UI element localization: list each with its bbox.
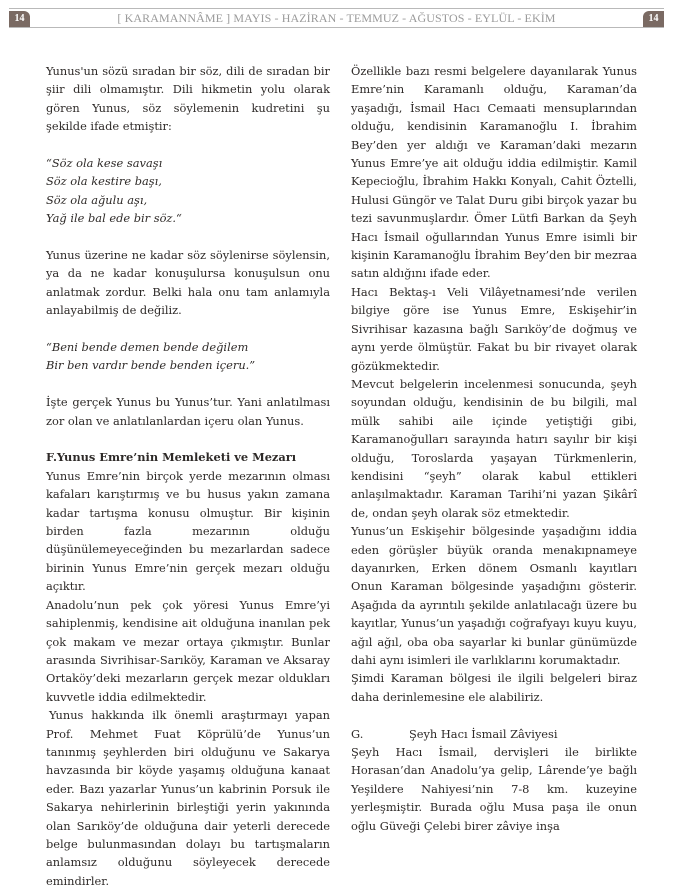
verse-line: “Söz ola kese savaşı bbox=[46, 156, 163, 171]
spacer bbox=[46, 228, 330, 246]
left-column bbox=[46, 62, 330, 890]
paragraph: Yunus’un Eskişehir bölgesinde yaşadığını iddia eden görüşler büyük oranda menakıpnameye dayanırken, Erken dönem Osmanlı kayıtları Onun Karaman bölgesinde yaşadığını gösterir. Aşağıda da ayrıntılı şekilde anlatılacağı üzere bu kayıtlar, Yunus’un yaşadığı coğrafyayı kuyu kuyu, ağıl ağıl, oba oba sayarlar ki bunlar günümüzde dahi aynı isimleri ile varlıklarını korumaktadır. bbox=[351, 524, 637, 667]
spacer bbox=[46, 375, 330, 393]
verse-line: Yağ ile bal ede bir söz.“ bbox=[46, 211, 182, 226]
verse-quote bbox=[46, 338, 330, 375]
paragraph: Şeyh Hacı İsmail, dervişleri ile birlikte Horasan’dan Anadolu’ya gelip, Lârende’ye bağlı Yeşildere Nahiyesi’nin 7-8 km. kuzeyine yerleşmiştir. Burada oğlu Musa paşa ile onun oğlu Güveği Çelebi birer zâviye inşa bbox=[351, 745, 637, 833]
verse-line: Söz ola ağulu aşı, bbox=[46, 192, 148, 207]
heading-letter: G. bbox=[351, 726, 364, 741]
paragraph: İşte gerçek Yunus bu Yunus’tur. Yani anlatılması zor olan ve anlatılanlardan içeru olan Yunus. bbox=[46, 395, 330, 428]
paragraph: Şimdi Karaman bölgesi ile ilgili belgeleri biraz daha derinlemesine ele alabiliriz. bbox=[351, 671, 637, 704]
paragraph: Özellikle bazı resmi belgelere dayanılarak Yunus Emre’nin Karamanlı olduğu, Karaman’da yaşadığı, İsmail Hacı Cemaati mensuplarından olduğu, kendisinin Karamanoğlu I. İbrahim Bey’den yer aldığı ve Karaman’daki mezarın Yunus Emre’ye ait olduğu iddia edilmiştir. Kamil Kepecioğlu, İbrahim Hakkı Konyalı, Cahit Öztelli, Hulusi Güngör ve Talat Duru gibi birçok yazar bu tezi savunmuşlardır. Ömer Lütfi Barkan da Şeyh Hacı İsmail oğullarından Yunus Emre isimli bir kişinin Karamanoğlu İbrahim Bey’den bir mezraa satın aldığını ifade eder. bbox=[351, 64, 637, 281]
paragraph: Yunus Emre’nin birçok yerde mezarının olması kafaları karıştırmış ve bu husus yakın zamana kadar tartışma konusu olmuştur. Bir kişinin birden fazla mezarının olduğu düşünülemeyeceğinden bu mezarlardan sadece birinin Yunus Emre’nin gerçek mezarı olduğu açıktır. bbox=[46, 468, 330, 594]
verse-quote bbox=[46, 154, 330, 228]
page-number-right: 14 bbox=[643, 11, 664, 27]
verse-line: “Beni bende demen bende değilem bbox=[46, 340, 249, 355]
paragraph: Anadolu’nun pek çok yöresi Yunus Emre’yi sahiplenmiş, kendisine ait olduğuna inanılan pek çok makam ve mezar ortaya çıkmıştır. Bunlar arasında Sivrihisar-Sarıköy, Karaman ve Aksaray Ortaköy’deki mezarların gerçek mezar oldukları kuvvetle iddia edilmektedir. bbox=[46, 597, 330, 704]
paragraph: Yunus'un sözü sıradan bir söz, dili de sıradan bir şiir dili olmamıştır. Dili hikmetin yolu olarak gören Yunus, söz söylemenin kudretini şu şekilde ifade etmiştir: bbox=[46, 64, 330, 134]
heading-title: Şeyh Hacı İsmail Zâviyesi bbox=[408, 726, 558, 741]
section-heading-f: F.Yunus Emre’nin Memleketi ve Mezarı bbox=[46, 450, 297, 465]
spacer bbox=[351, 706, 637, 724]
spacer bbox=[46, 320, 330, 338]
right-column bbox=[351, 62, 637, 835]
verse-line: Söz ola kestire başı, bbox=[46, 174, 162, 189]
paragraph: Yunus üzerine ne kadar söz söylenirse söylensin, ya da ne kadar konuşulursa konuşulsun onu anlatmak zordur. Belki hala onu tam anlamıyla anlayabilmiş de değiliz. bbox=[46, 248, 330, 318]
paragraph: Mevcut belgelerin incelenmesi sonucunda, şeyh soyundan olduğu, kendisinin de bu bilgili, mal mülk sahibi aile içinde yetiştiği gibi, Karamanoğulları sarayında hatırı sayılır bir kişi olduğu, Toroslarda yaşayan Türkmenlerin, kendisini “şeyh” olarak kabul ettikleri anlaşılmaktadır. Karaman Tarihi’ni yazan Şikârî de, ondan şeyh olarak söz etmektedir. bbox=[351, 376, 637, 520]
verse-line: Bir ben vardır bende benden içeru.” bbox=[46, 358, 256, 373]
paragraph: Yunus hakkında ilk önemli araştırmayı yapan Prof. Mehmet Fuat Köprülü’de Yunus’un tanınmış şeyhlerden biri olduğunu ve Sakarya havzasında bir köyde yaşamış olduğuna kanaat eder. Bazı yazarlar Yunus’un kabrinin Porsuk ile Sakarya nehirlerinin birleştiği yerin yakınında olan Sarıköy’de olduğuna dair yeterli derecede belge bulunmasından dolayı bu tartışmaların anlamsız olduğunu söyleyecek derecede emindirler. bbox=[46, 708, 330, 888]
page-number-left: 14 bbox=[9, 11, 30, 27]
spacer bbox=[46, 136, 330, 154]
spacer bbox=[46, 430, 330, 448]
section-heading-g bbox=[351, 725, 637, 743]
paragraph: Hacı Bektaş-ı Veli Vilâyetnamesi’nde verilen bilgiye göre ise Yunus Emre, Eskişehir’in Sivrihisar kazasına bağlı Sarıköy’de doğmuş ve aynı yerde ölmüştür. Fakat bu bir rivayet olarak gözükmektedir. bbox=[351, 284, 637, 373]
header-title: [ KARAMANNÂME ] MAYIS - HAZİRAN - TEMMUZ - AĞUSTOS - EYLÜL - EKİM bbox=[117, 11, 556, 25]
running-header bbox=[9, 8, 664, 28]
